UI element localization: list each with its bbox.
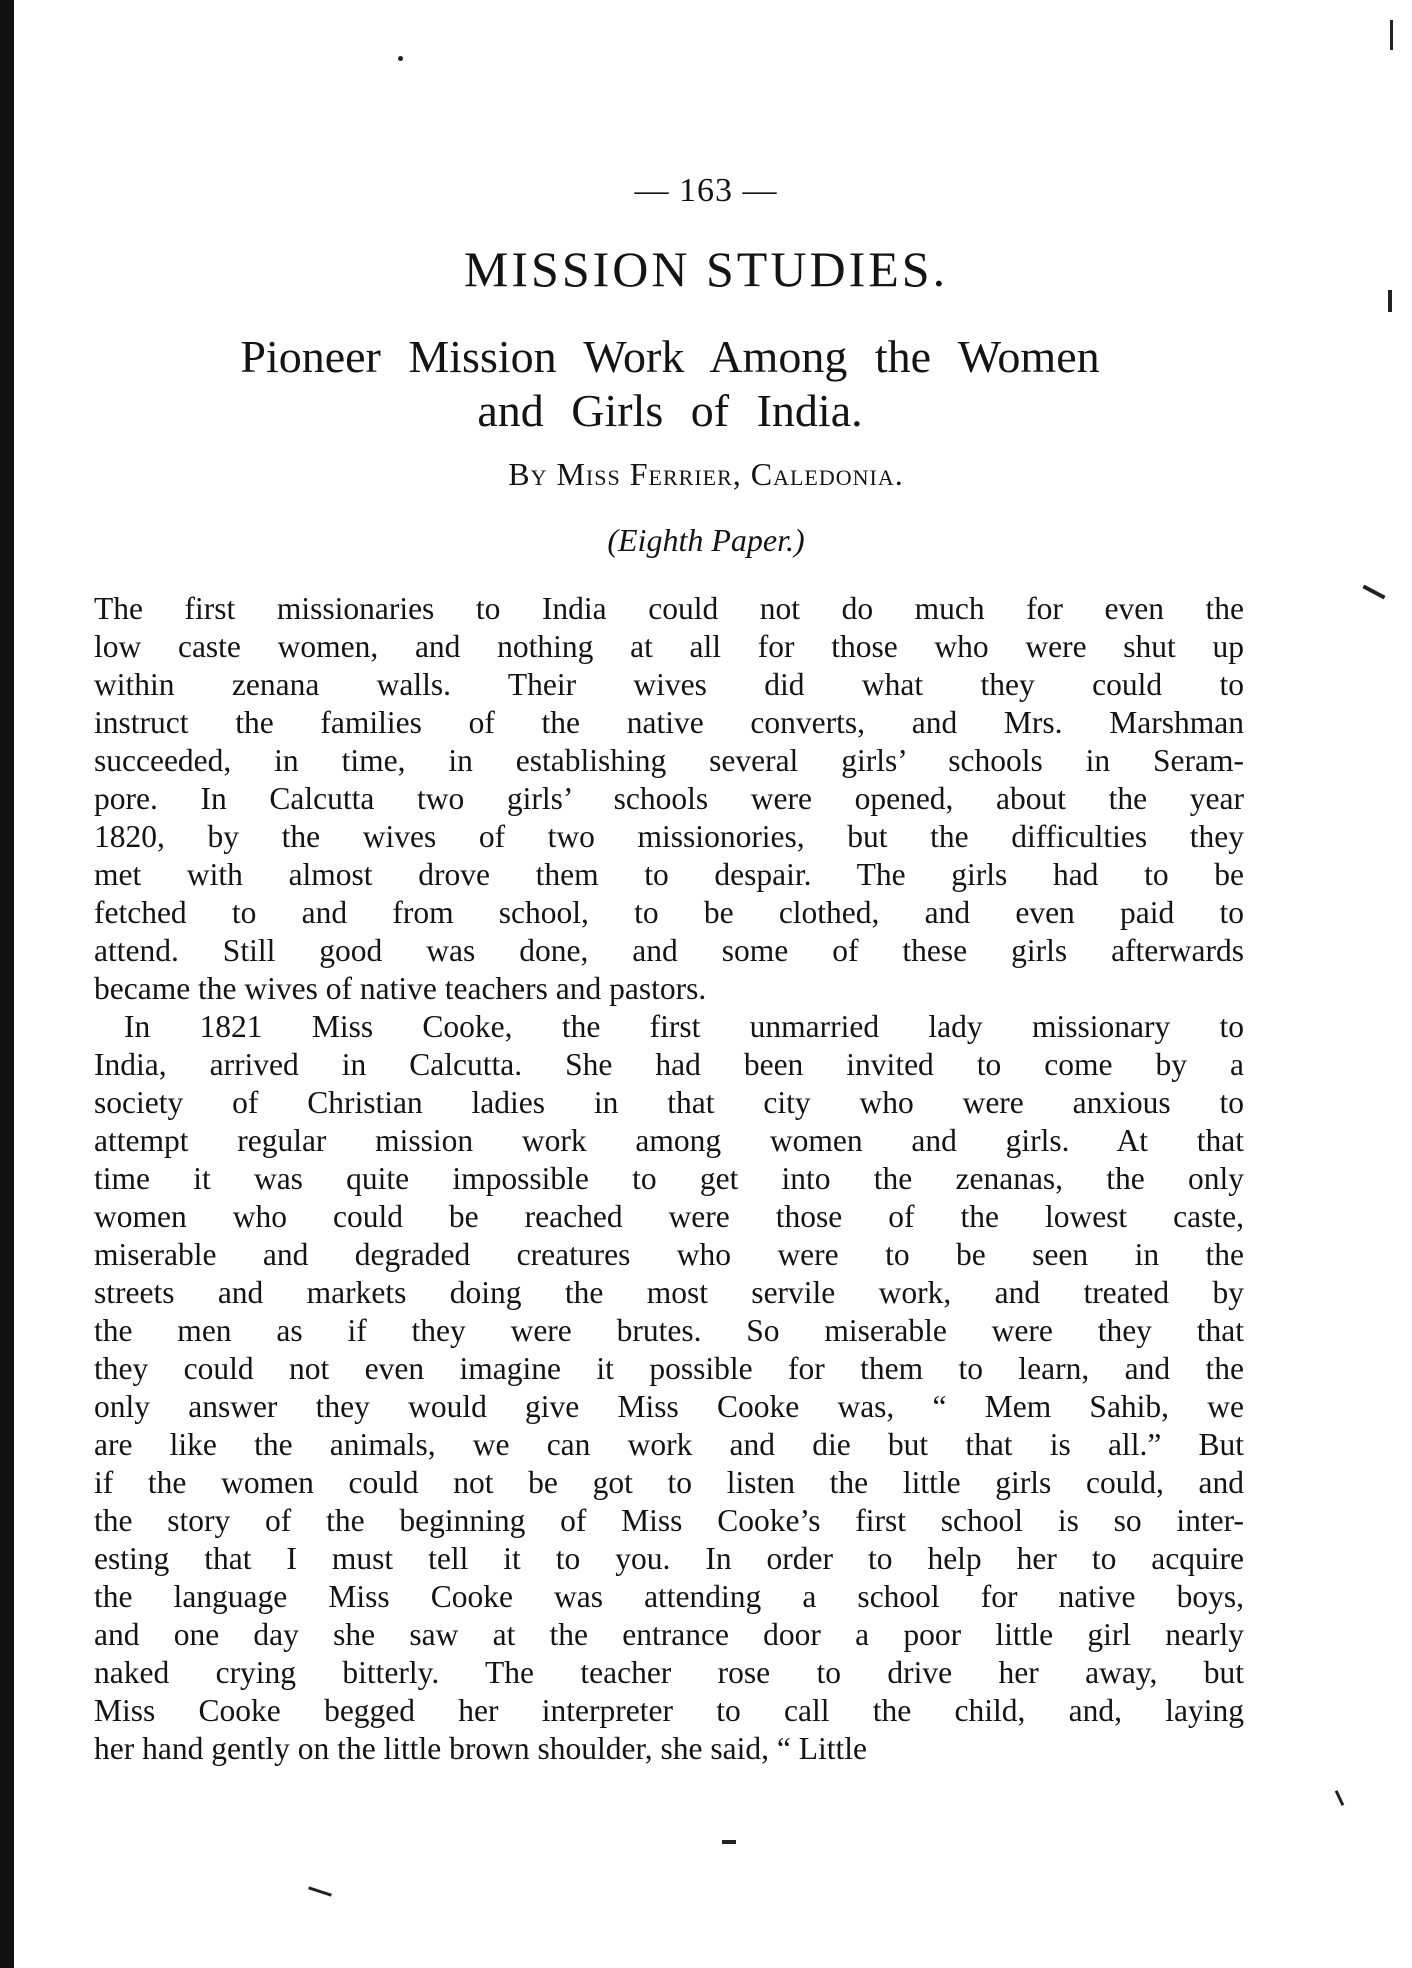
article-title xyxy=(90,330,1250,438)
body-text-line: miserable and degraded creatures who were to be seen in the xyxy=(94,1237,1244,1272)
body-text-line: women who could be reached were those of the lowest caste, xyxy=(94,1199,1244,1234)
body-text-line: her hand gently on the little brown shoulder, she said, “ Little xyxy=(94,1731,867,1766)
body-text-line: the story of the beginning of Miss Cooke’s first school is so inter- xyxy=(94,1503,1244,1538)
body-text-line: Miss Cooke begged her interpreter to call the child, and, laying xyxy=(94,1693,1244,1728)
body-text-line: met with almost drove them to despair. The girls had to be xyxy=(94,857,1244,892)
print-speck xyxy=(1335,1790,1344,1806)
print-speck xyxy=(722,1840,736,1844)
print-speck xyxy=(308,1886,332,1896)
body-text-line: streets and markets doing the most servile work, and treated by xyxy=(94,1275,1244,1310)
body-text-line: low caste women, and nothing at all for those who were shut up xyxy=(94,629,1244,664)
body-text-line: became the wives of native teachers and pastors. xyxy=(94,971,707,1006)
body-text-line: and one day she saw at the entrance door a poor little girl nearly xyxy=(94,1617,1244,1652)
body-text-line: fetched to and from school, to be clothed, and even paid to xyxy=(94,895,1244,930)
print-speck xyxy=(1388,290,1392,312)
print-speck xyxy=(1390,20,1393,50)
article-title-line: and Girls of India. xyxy=(477,385,863,436)
body-text-line: they could not even imagine it possible for them to learn, and the xyxy=(94,1351,1244,1386)
body-text-line: time it was quite impossible to get into the zenanas, the only xyxy=(94,1161,1244,1196)
body-text-line: naked crying bitterly. The teacher rose to drive her away, but xyxy=(94,1655,1244,1690)
paper-number: (Eighth Paper.) xyxy=(607,522,805,558)
body-text-line: pore. In Calcutta two girls’ schools were opened, about the year xyxy=(94,781,1244,816)
body-text-line: the language Miss Cooke was attending a school for native boys, xyxy=(94,1579,1244,1614)
article-body xyxy=(94,590,1244,1768)
body-text-line: attend. Still good was done, and some of these girls afterwards xyxy=(94,933,1244,968)
page-number: — 163 — xyxy=(634,172,778,209)
body-text-line: India, arrived in Calcutta. She had been invited to come by a xyxy=(94,1047,1244,1082)
section-title: MISSION STUDIES. xyxy=(463,241,949,297)
print-speck xyxy=(398,56,403,61)
body-text-line: succeeded, in time, in establishing several girls’ schools in Seram- xyxy=(94,743,1244,778)
body-text-line: 1820, by the wives of two missionories, but the difficulties they xyxy=(94,819,1244,854)
body-text-line: within zenana walls. Their wives did what they could to xyxy=(94,667,1244,702)
body-text-line: attempt regular mission work among women and girls. At that xyxy=(94,1123,1244,1158)
body-text-line: The first missionaries to India could not do much for even the xyxy=(94,591,1244,626)
body-text-line: instruct the families of the native converts, and Mrs. Marshman xyxy=(94,705,1244,740)
body-text-line: the men as if they were brutes. So miserable were they that xyxy=(94,1313,1244,1348)
body-text-line: only answer they would give Miss Cooke was, “ Mem Sahib, we xyxy=(94,1389,1244,1424)
body-text-line: In 1821 Miss Cooke, the first unmarried lady missionary to xyxy=(124,1009,1244,1044)
body-text-line: esting that I must tell it to you. In order to help her to acquire xyxy=(94,1541,1244,1576)
article-title-line: Pioneer Mission Work Among the Women xyxy=(240,331,1100,382)
body-text-line: if the women could not be got to listen the little girls could, and xyxy=(94,1465,1244,1500)
print-speck xyxy=(1362,585,1385,600)
body-text-line: are like the animals, we can work and die but that is all.” But xyxy=(94,1427,1244,1462)
body-text-line: society of Christian ladies in that city who were anxious to xyxy=(94,1085,1244,1120)
byline: By Miss Ferrier, Caledonia. xyxy=(508,456,904,492)
